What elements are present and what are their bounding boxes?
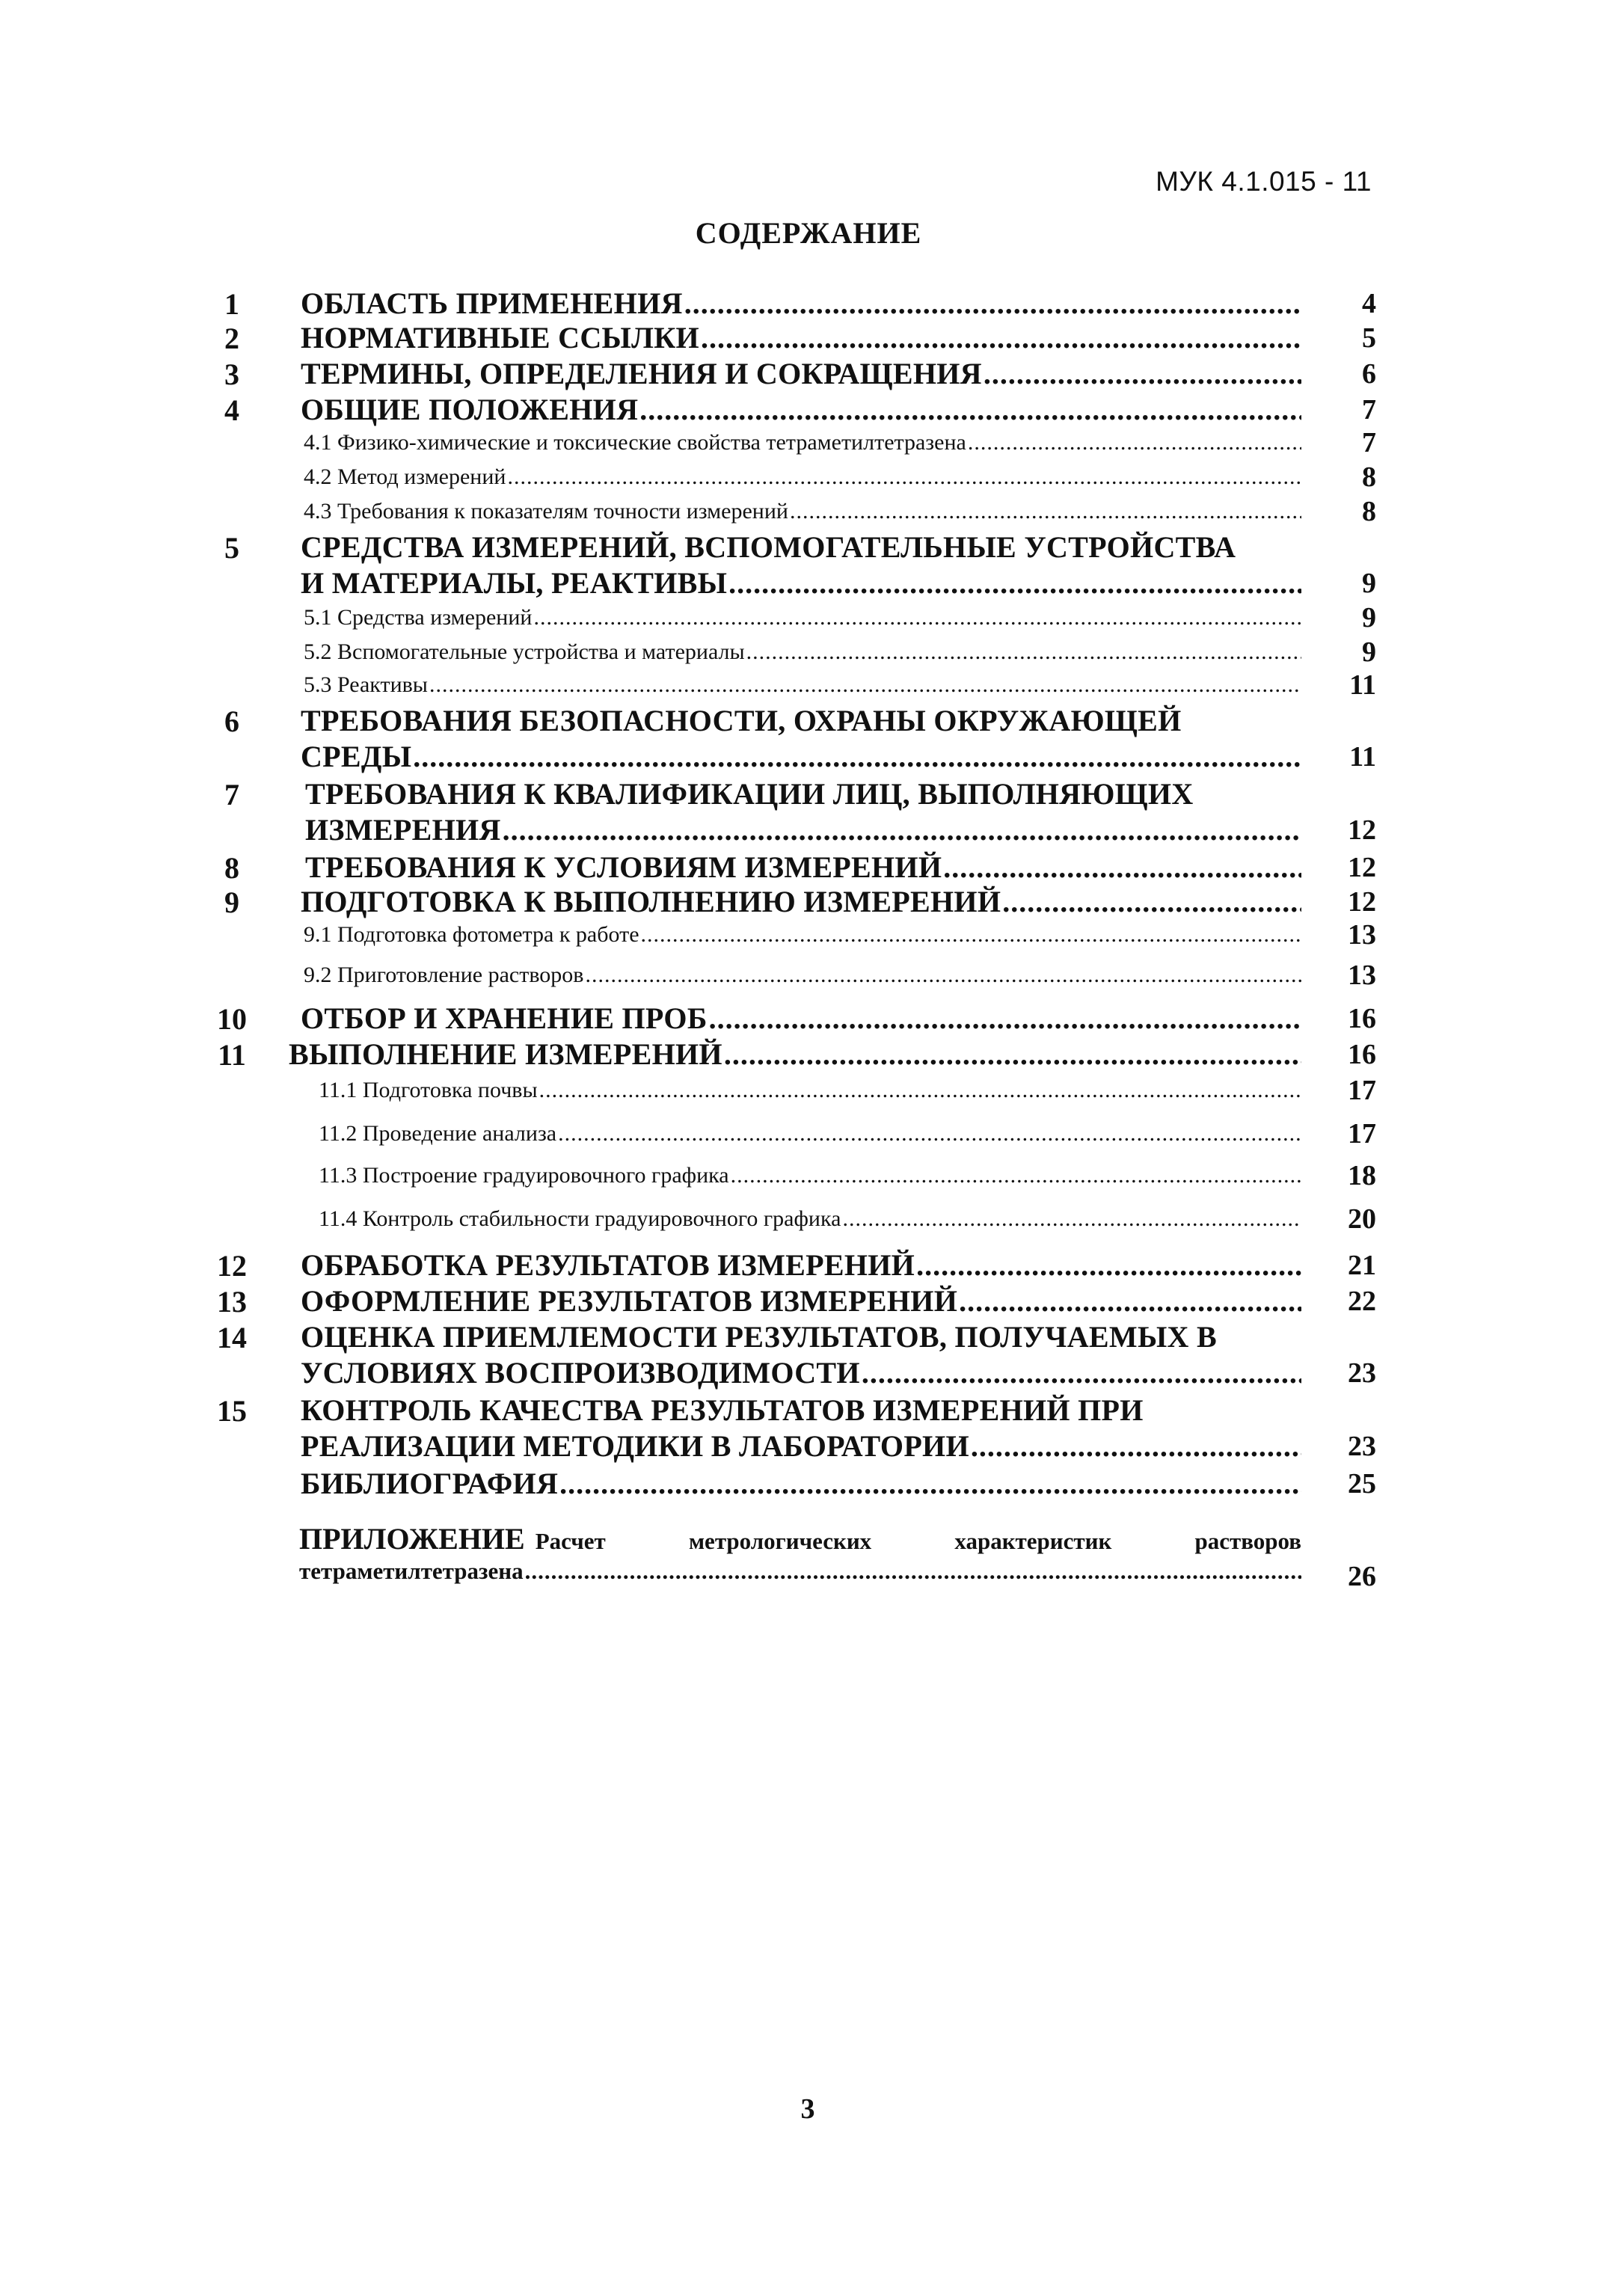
leader-dots xyxy=(533,603,1301,633)
toc-page-number: 9 xyxy=(1362,602,1376,633)
leader-dots xyxy=(413,739,1301,775)
leader-dots xyxy=(429,670,1301,700)
toc-number: 8 xyxy=(224,851,239,885)
toc-entry-title[interactable]: НОРМАТИВНЫЕ ССЫЛКИ xyxy=(301,321,699,354)
toc-number: 1 xyxy=(224,287,239,321)
toc-page-number: 22 xyxy=(1348,1286,1376,1317)
leader-dots xyxy=(943,850,1301,885)
toc-entry-title[interactable]: СРЕДСТВА ИЗМЕРЕНИЙ, ВСПОМОГАТЕЛЬНЫЕ УСТРОЙСТВА xyxy=(301,530,1236,564)
leader-dots xyxy=(916,1247,1301,1283)
toc-entry-title[interactable]: 5.3 Реактивы xyxy=(304,672,428,697)
toc-entry-title[interactable]: ОЦЕНКА ПРИЕМЛЕМОСТИ РЕЗУЛЬТАТОВ, ПОЛУЧАЕМЫХ В xyxy=(301,1320,1217,1354)
leader-dots xyxy=(507,462,1301,492)
leader-dots xyxy=(684,286,1301,322)
toc-page-number: 13 xyxy=(1348,960,1376,991)
toc-page-number: 12 xyxy=(1348,852,1376,883)
toc-entry-title[interactable]: ПРИЛОЖЕНИЕ xyxy=(299,1522,525,1556)
toc-page-number: 23 xyxy=(1348,1431,1376,1462)
toc-number: 10 xyxy=(217,1002,247,1036)
toc-number: 2 xyxy=(224,322,239,355)
leader-dots xyxy=(639,392,1301,428)
leader-dots xyxy=(1002,884,1301,920)
toc-entry-title[interactable]: ТРЕБОВАНИЯ К КВАЛИФИКАЦИИ ЛИЦ, ВЫПОЛНЯЮЩИХ xyxy=(305,777,1194,811)
toc-page-number: 16 xyxy=(1348,1039,1376,1070)
toc-page-number: 7 xyxy=(1362,427,1376,458)
leader-dots xyxy=(709,1001,1301,1037)
leader-dots xyxy=(968,428,1301,458)
toc-entry-title[interactable]: 9.2 Приготовление растворов xyxy=(304,963,584,987)
toc-entry-title[interactable]: 11.1 Подготовка почвы xyxy=(319,1078,538,1102)
toc-entry-title[interactable]: 4.1 Физико-химические и токсические свойства тетраметилтетразена xyxy=(304,430,966,455)
leader-dots xyxy=(558,1119,1301,1149)
leader-dots xyxy=(503,812,1301,848)
leader-dots xyxy=(724,1037,1301,1072)
toc-entry-title[interactable]: ТРЕБОВАНИЯ К УСЛОВИЯМ ИЗМЕРЕНИЙ xyxy=(305,850,942,884)
toc-number: 7 xyxy=(224,778,239,811)
toc-page-number: 17 xyxy=(1348,1118,1376,1149)
document-code: МУК 4.1.015 - 11 xyxy=(1156,166,1372,197)
toc-number: 14 xyxy=(217,1321,247,1354)
toc-title: СОДЕРЖАНИЕ xyxy=(695,216,922,250)
toc-page-number: 17 xyxy=(1348,1075,1376,1106)
toc-page-number: 23 xyxy=(1348,1357,1376,1389)
toc-page-number: 20 xyxy=(1348,1203,1376,1235)
leader-dots xyxy=(585,960,1301,990)
toc-number: 9 xyxy=(224,885,239,919)
toc-number: 6 xyxy=(224,705,239,738)
toc-number: 13 xyxy=(217,1285,247,1319)
toc-entry-title[interactable]: 9.1 Подготовка фотометра к работе xyxy=(304,922,639,947)
toc-number: 12 xyxy=(217,1249,247,1283)
toc-entry-title[interactable]: ОБЛАСТЬ ПРИМЕНЕНИЯ xyxy=(301,286,683,320)
toc-number: 5 xyxy=(224,531,239,565)
toc-page-number: 11 xyxy=(1349,741,1376,773)
toc-entry-text: СРЕДЫ xyxy=(301,740,412,773)
toc-page-number: 12 xyxy=(1348,886,1376,918)
leader-dots xyxy=(539,1075,1301,1105)
toc-page-number: 13 xyxy=(1348,919,1376,951)
toc-page-number: 8 xyxy=(1362,496,1376,527)
toc-entry-title[interactable]: ТЕРМИНЫ, ОПРЕДЕЛЕНИЯ И СОКРАЩЕНИЯ xyxy=(301,357,982,390)
toc-entry-text: РЕАЛИЗАЦИИ МЕТОДИКИ В ЛАБОРАТОРИИ xyxy=(301,1429,969,1463)
leader-dots xyxy=(746,637,1301,667)
leader-dots xyxy=(862,1355,1301,1391)
toc-page-number: 16 xyxy=(1348,1003,1376,1034)
leader-dots xyxy=(731,1161,1301,1191)
toc-page-number: 26 xyxy=(1348,1561,1376,1592)
leader-dots xyxy=(971,1428,1301,1464)
toc-entry-title[interactable]: 4.3 Требования к показателям точности измерений xyxy=(304,499,788,524)
toc-entry-text: тетраметилтетразена xyxy=(299,1558,524,1584)
toc-page-number: 6 xyxy=(1362,358,1376,390)
toc-page-number: 5 xyxy=(1362,322,1376,354)
toc-page-number: 11 xyxy=(1349,669,1376,701)
toc-entry-title[interactable]: ОФОРМЛЕНИЕ РЕЗУЛЬТАТОВ ИЗМЕРЕНИЙ xyxy=(301,1284,958,1318)
toc-number: 3 xyxy=(224,357,239,391)
toc-page-number: 12 xyxy=(1348,814,1376,846)
toc-page-number: 18 xyxy=(1348,1160,1376,1191)
toc-number: 15 xyxy=(217,1394,247,1428)
toc-entry-title[interactable]: БИБЛИОГРАФИЯ xyxy=(301,1467,559,1500)
leader-dots xyxy=(701,320,1301,356)
leader-dots xyxy=(959,1283,1301,1319)
toc-page-number: 21 xyxy=(1348,1250,1376,1281)
leader-dots xyxy=(559,1466,1301,1502)
toc-number: 11 xyxy=(218,1038,246,1072)
toc-page-number: 9 xyxy=(1362,568,1376,599)
toc-entry-title[interactable]: ОБРАБОТКА РЕЗУЛЬТАТОВ ИЗМЕРЕНИЙ xyxy=(301,1248,915,1282)
toc-entry-subtitle: Расчет метрологических характеристик растворов xyxy=(535,1528,1301,1554)
toc-entry-title[interactable]: 5.1 Средства измерений xyxy=(304,605,533,630)
toc-number: 4 xyxy=(224,393,239,427)
toc-page-number: 4 xyxy=(1362,288,1376,319)
toc-entry-text: УСЛОВИЯХ ВОСПРОИЗВОДИМОСТИ xyxy=(301,1356,860,1390)
toc-page-number: 7 xyxy=(1362,394,1376,426)
leader-dots xyxy=(790,497,1301,527)
toc-entry-title[interactable]: ПОДГОТОВКА К ВЫПОЛНЕНИЮ ИЗМЕРЕНИЙ xyxy=(301,885,1001,918)
toc-entry-title[interactable]: 11.3 Построение градуировочного графика xyxy=(319,1163,729,1188)
toc-entry-title[interactable]: 5.2 Вспомогательные устройства и материалы xyxy=(304,639,745,664)
leader-dots xyxy=(728,565,1301,601)
toc-entry-text: И МАТЕРИАЛЫ, РЕАКТИВЫ xyxy=(301,566,728,600)
leader-dots xyxy=(842,1204,1301,1234)
toc-entry-title[interactable]: 11.4 Контроль стабильности градуировочного графика xyxy=(319,1206,841,1231)
toc-page-number: 8 xyxy=(1362,461,1376,493)
toc-entry-title[interactable]: ТРЕБОВАНИЯ БЕЗОПАСНОСТИ, ОХРАНЫ ОКРУЖАЮЩЕЙ xyxy=(301,704,1182,737)
toc-page-number: 25 xyxy=(1348,1468,1376,1500)
toc-entry-title[interactable]: ОБЩИЕ ПОЛОЖЕНИЯ xyxy=(301,393,639,426)
toc-page-number: 9 xyxy=(1362,636,1376,668)
toc-entry-title[interactable]: 4.2 Метод измерений xyxy=(304,464,506,489)
toc-entry-title[interactable]: 11.2 Проведение анализа xyxy=(319,1121,557,1146)
leader-dots xyxy=(984,356,1301,392)
toc-entry-title[interactable]: ВЫПОЛНЕНИЕ ИЗМЕРЕНИЙ xyxy=(289,1037,722,1071)
toc-entry-title[interactable]: ОТБОР И ХРАНЕНИЕ ПРОБ xyxy=(301,1001,708,1035)
leader-dots xyxy=(525,1558,1301,1585)
leader-dots xyxy=(641,920,1301,950)
toc-entry-text: ИЗМЕРЕНИЯ xyxy=(305,813,501,847)
page-number: 3 xyxy=(800,2093,815,2125)
toc-entry-title[interactable]: КОНТРОЛЬ КАЧЕСТВА РЕЗУЛЬТАТОВ ИЗМЕРЕНИЙ ПРИ xyxy=(301,1393,1144,1427)
